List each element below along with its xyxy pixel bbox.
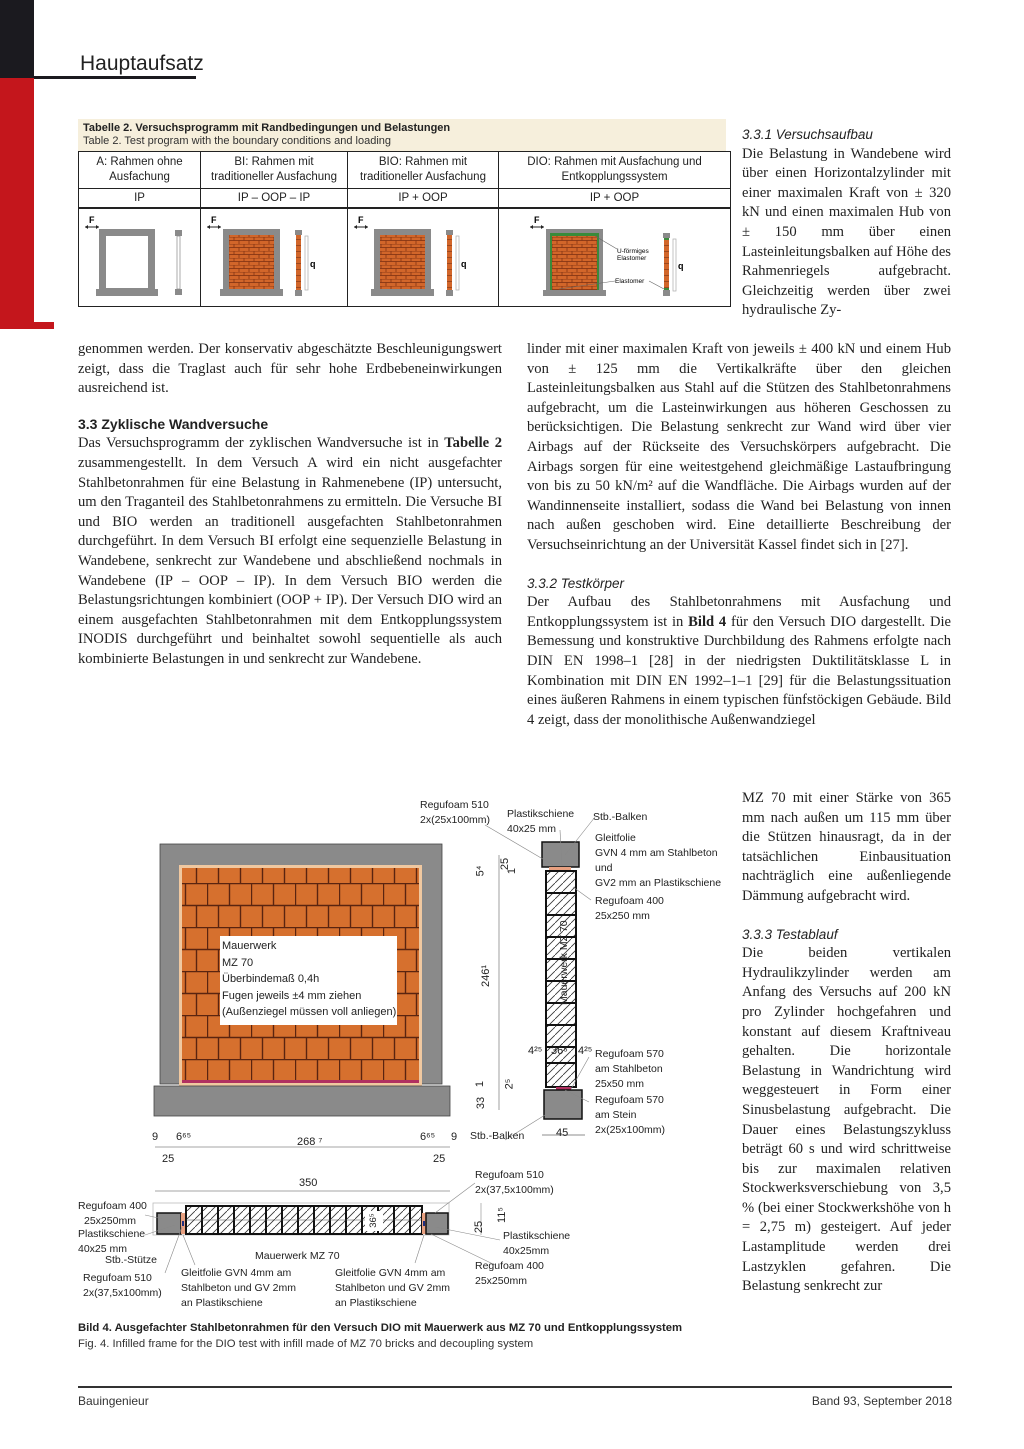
- heading-3-3-1: 3.3.1 Versuchsaufbau: [742, 127, 873, 142]
- caption-en: Fig. 4. Infilled frame for the DIO test with infill made of MZ 70 bricks and decoupling system: [78, 1338, 534, 1350]
- diagram-dio: [499, 208, 731, 307]
- dim-9-left: 9: [152, 1131, 159, 1143]
- dim-25-right: 25: [433, 1153, 446, 1165]
- header-black-bar: [0, 0, 34, 78]
- paragraph: Die Belastung in Wandebene wird über einen Horizontalzylinder mit einer maximalen Kraft von ± 320 kN und einen maximalen Hub von ± 150 mm über einen Lasteinleitungsbalken auf Höhe des Rahmenriegels aufgebracht. Gleichzeitig werden über zwei hydraulische Zy-: [742, 145, 951, 319]
- label-regufoam-400: Regufoam 400 25x250 mm: [595, 895, 664, 922]
- section-rule: [34, 76, 196, 79]
- dim-section-top-1: 1: [506, 867, 519, 875]
- diagram-a: [79, 208, 201, 307]
- label-plastikschiene-top: Plastikschiene 40x25 mm: [507, 808, 575, 835]
- dim-plan-11: 11⁵: [495, 1207, 508, 1223]
- figure-4-caption: [78, 1320, 682, 1352]
- heading-3-3: 3.3 Zyklische Wandversuche: [78, 415, 269, 432]
- label-plan-gleitfolie-left: Gleitfolie GVN 4mm am Stahlbeton und GV 2mm an Plastikschiene: [181, 1267, 296, 1309]
- heading-3-3-3: 3.3.3 Testablauf: [742, 926, 838, 942]
- table-reference[interactable]: Tabelle 2: [444, 435, 502, 452]
- label-plan-stb-stuetze: Stb.-Stütze: [105, 1254, 157, 1266]
- diagram-bio: [348, 208, 499, 307]
- table-caption: [78, 119, 726, 151]
- margin-red-mark: [0, 322, 54, 329]
- masonry-note: Mauerwerk MZ 70 Überbindemaß 0,4h Fugen jeweils ±4 mm ziehen (Außenziegel müssen voll anliegen): [222, 940, 397, 1018]
- paragraph: Die beiden vertikalen Hydraulikzylinder werden am Anfang des Versuchs auf 200 kN pro Zylinder hochgefahren und konstant auf diesem Kraftniveau gehalten. Die horizontale Belastung in Wandrichtung wird weggesteuert in Form einer Sinusbelastung aufgebracht. Die Dauer eines Belastungszykluss beträgt 60 s und wird schrittweise bis zur maximalen relativen Stockwerksverschiebung von 3,5 % (bei einer Stockwerkshöhe von h = 2,75 m) gesteigert. Auf jeder Lastamplitude werden drei Lastzyklen gefahren. Die Belastung senkrecht zur: [742, 945, 951, 1295]
- loading-dio: IP + OOP: [499, 189, 731, 209]
- frame-brick-diagram: [201, 209, 347, 303]
- dim-section-right-4: 4²⁵: [578, 1045, 593, 1057]
- svg-text:q: q: [310, 259, 316, 269]
- dim-section-width-36: 36⁵: [551, 1045, 568, 1057]
- dim-plan-36: 36⁵: [367, 1213, 379, 1228]
- dim-plan-350: 350: [299, 1177, 318, 1189]
- loading-a: IP: [79, 189, 201, 209]
- label-plan-regufoam-400-right: Regufoam 400 25x250mm: [475, 1260, 544, 1287]
- svg-text:q: q: [678, 261, 684, 271]
- table-title-de: Tabelle 2. Versuchsprogramm mit Randbedingungen und Belastungen: [83, 122, 451, 134]
- footer-rule: [78, 1386, 952, 1388]
- svg-text:U-förmiges: U-förmiges: [617, 248, 649, 255]
- label-regufoam-510-top: Regufoam 510 2x(25x100mm): [420, 799, 491, 826]
- paragraph: Das Versuchsprogramm der zyklischen Wandversuche ist in Tabelle 2 zusammengestellt. In dem Versuch A wird ein nicht ausgefachter Stahlbetonrahmen für eine Belastung in Rahmenebene (IP) untersucht, um den Traganteil des Stahlbetonrahmens zu ermitteln. Die Versuche BI und BIO werden an traditionell ausgefachten Stahlbetonrahmen durchgeführt. In dem Versuch BI erfolgt eine sequenzielle Belastung in Wandebene, senkrecht zur Wandebene und abschließend nochmals in Wandebene (IP – OOP – IP). In dem Versuch BIO werden die Belastungsrichtungen kombiniert (OOP + IP). Der Versuch DIO wird an einem ausgefachten Stahlbetonrahmen mit dem Entkopplungssystem INODIS durchgeführt und beinhaltet sowohl sequentielle als auch kombinierte Belastungen in und senkrecht zur Wandebene.: [78, 435, 502, 667]
- label-plan-gleitfolie-right: Gleitfolie GVN 4mm am Stahlbeton und GV 2mm an Plastikschiene: [335, 1267, 450, 1309]
- label-regufoam-570-stahlbeton: Regufoam 570 am Stahlbeton 25x50 mm: [595, 1048, 664, 1090]
- frame-decoupled-diagram: [499, 209, 730, 303]
- label-plan-regufoam-510-right: Regufoam 510 2x(37,5x100mm): [475, 1169, 554, 1196]
- label-plan-mauerwerk: Mauerwerk MZ 70: [255, 1250, 340, 1262]
- svg-text:F: F: [358, 215, 364, 225]
- footer-issue: Band 93, September 2018: [811, 1394, 952, 1408]
- label-plan-plastikschiene-right: Plastikschiene 40x25mm: [503, 1230, 571, 1257]
- svg-text:F: F: [89, 215, 95, 225]
- dim-6-right: 6⁶⁵: [420, 1131, 436, 1143]
- label-stb-balken-top: Stb.-Balken: [593, 811, 648, 823]
- label-stb-balken-bottom: Stb.-Balken: [470, 1130, 525, 1142]
- paragraph: Der Aufbau des Stahlbetonrahmens mit Ausfachung und Entkopplungssystem ist in Bild 4 für den Versuch DIO dargestellt. Die Bemessung und konstruktive Durchbildung des Rahmens erfolgte nach DIN EN 1998–1 [28] in der niedrigsten Duktilitätsklasse L in Kombination mit DIN EN 1992–1–1 [29] für die Belastungssituation eines äußeren Rahmens in einem typischen fünfstöckigen Gebäude. Bild 4 zeigt, dass der monolithische Außenwandziegel: [527, 594, 952, 728]
- frame-empty-diagram: [79, 209, 200, 303]
- svg-text:F: F: [534, 215, 540, 225]
- heading-3-3-2: 3.3.2 Testkörper: [527, 575, 625, 591]
- dim-25-left: 25: [162, 1153, 175, 1165]
- dim-section-top-25: 25: [499, 857, 512, 871]
- svg-text:F: F: [211, 215, 217, 225]
- table-title-en: Table 2. Test program with the boundary conditions and loading: [83, 135, 391, 147]
- figure-4: [75, 795, 735, 1315]
- label-plan-regufoam-510-left: Regufoam 510 2x(37,5x100mm): [83, 1272, 162, 1299]
- paragraph: MZ 70 mit einer Stärke von 365 mm nach außen um 115 mm über die Stützen hinausragt, da in der tatsächlichen Einbausituation nachträglich eine außenliegende Dämmung aufgebracht wird.: [742, 790, 951, 904]
- paragraph: genommen werden. Der konservativ abgeschätzte Beschleunigungswert zeigt, dass die Traglast auch für sehr hohe Erdbebeneinwirkungen ausreichend ist.: [78, 341, 502, 397]
- frame-brick-diagram: [348, 209, 498, 303]
- dim-268: 268 ⁷: [297, 1136, 323, 1148]
- col-header-dio: DIO: Rahmen mit Ausfachung und Entkopplungssystem: [499, 152, 731, 189]
- section-label: Hauptaufsatz: [80, 52, 204, 75]
- right-column-narrow: [742, 789, 951, 1297]
- dim-6-left: 6⁶⁵: [176, 1131, 192, 1143]
- header-red-bar: [0, 78, 34, 328]
- col-header-a: A: Rahmen ohne Ausfachung: [79, 152, 201, 189]
- loading-bio: IP + OOP: [348, 189, 499, 209]
- label-regufoam-570-stein: Regufoam 570 am Stein 2x(25x100mm): [595, 1094, 666, 1136]
- svg-text:q: q: [461, 259, 467, 269]
- col-header-bio: BIO: Rahmen mit traditioneller Ausfachung: [348, 152, 499, 189]
- label-mauerwerk-vertical: Mauerwerk MZ 70: [558, 920, 570, 1005]
- dim-plan-25: 25: [473, 1220, 486, 1234]
- caption-de: Bild 4. Ausgefachter Stahlbetonrahmen für den Versuch DIO mit Mauerwerk aus MZ 70 und Entkopplungssystem: [78, 1322, 683, 1334]
- right-column-wide: [527, 340, 951, 730]
- table-2: [78, 119, 726, 315]
- col-header-bi: BI: Rahmen mit traditioneller Ausfachung: [201, 152, 348, 189]
- left-column: [78, 340, 502, 670]
- dim-section-bottom-1: 1: [474, 1080, 487, 1088]
- svg-text:Elastomer: Elastomer: [615, 278, 645, 285]
- label-plan-plastikschiene-left: Plastikschiene 40x25 mm: [78, 1228, 146, 1255]
- dim-section-top-5: 5⁴: [474, 865, 487, 877]
- dim-section-width-45: 45: [556, 1127, 569, 1139]
- label-plan-regufoam-400-left: Regufoam 400 25x250mm: [78, 1200, 147, 1227]
- dim-section-bottom-2: 2⁵: [503, 1078, 516, 1090]
- figure-reference[interactable]: Bild 4: [688, 613, 727, 630]
- loading-bi: IP – OOP – IP: [201, 189, 348, 209]
- label-gleitfolie: Gleitfolie GVN 4 mm am Stahlbeton und GV2 mm an Plastikschiene: [595, 832, 722, 889]
- svg-text:Elastomer: Elastomer: [617, 255, 647, 262]
- section-3-3-1-narrow: [742, 125, 951, 321]
- paragraph: linder mit einer maximalen Kraft von jeweils ± 400 kN und einem Hub von ± 125 mm die Vertikalkräfte über den gleichen Lasteinleitungsbalken aus Stahl auf die Stützen des Stahlbetonrahmens aufgebracht, um die Lasteinwirkungen aus höheren Geschossen zu berücksichtigen. Die Belastung senkrecht zur Wand wird über vier Airbags auf der Rückseite des Versuchskörpers aufgebracht. Die Airbags sorgen für eine weitestgehend gleichmäßige Lastaufbringung von bis zu 50 kN/m² auf die Wandfläche. Die Airbags wurden auf der Wandinnenseite installiert, sodass die Wand bei Belastung von innen nach außen geschoben wird. Eine detaillierte Beschreibung der Versuchseinrichtung an der Universität Kassel findet sich in [27].: [527, 341, 951, 553]
- dim-section-bottom-33: 33: [475, 1096, 488, 1110]
- test-program-table: [78, 151, 731, 307]
- dim-section-left-4: 4²⁵: [528, 1045, 543, 1057]
- dim-section-height: 246¹: [480, 964, 493, 988]
- dim-9-right: 9: [451, 1131, 458, 1143]
- footer-journal: Bauingenieur: [78, 1394, 149, 1408]
- diagram-bi: [201, 208, 348, 307]
